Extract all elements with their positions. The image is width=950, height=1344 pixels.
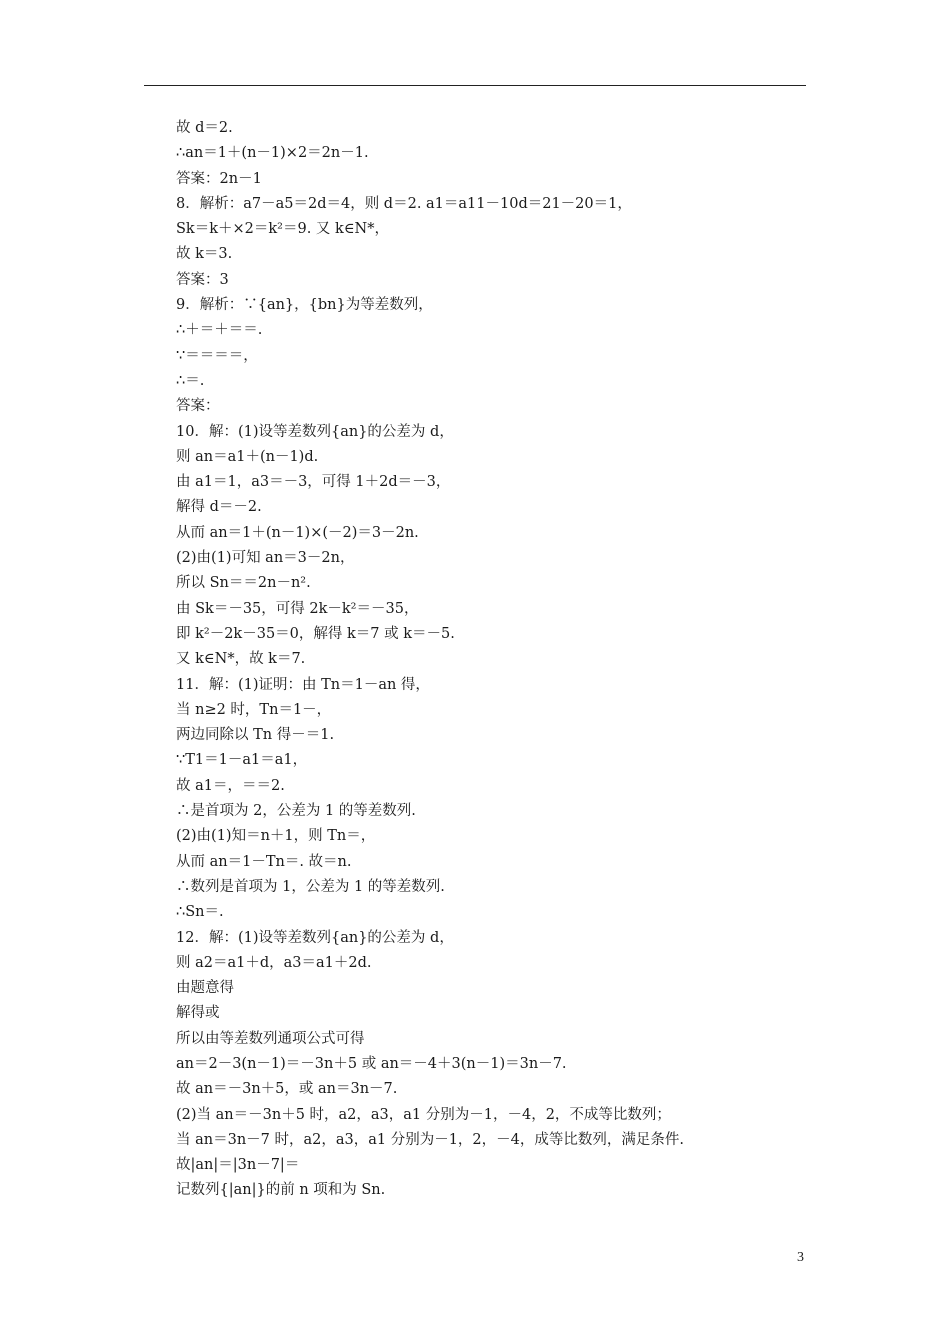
text-line: 故 an＝－3n＋5，或 an＝3n－7. — [176, 1081, 398, 1098]
text-line: ∴＋＝＋＝＝. — [176, 322, 263, 339]
text-line: 故 k＝3. — [176, 246, 233, 263]
text-line: 解得或 — [176, 1005, 220, 1022]
text-line: 则 an＝a1＋(n－1)d. — [176, 448, 319, 465]
text-line: ∴＝. — [176, 372, 205, 389]
text-line: 答案：3 — [176, 271, 229, 288]
text-line: 故 d＝2. — [176, 120, 233, 136]
text-line: 记数列{|an|}的前 n 项和为 Sn. — [176, 1182, 386, 1199]
text-line: 所以 Sn＝＝2n－n². — [176, 575, 311, 592]
text-line: 当 an＝3n－7 时，a2，a3，a1 分别为－1，2，－4，成等比数列，满足条件. — [176, 1131, 684, 1148]
text-line: 故 a1＝，＝＝2. — [176, 777, 285, 794]
text-line: ∴是首项为 2，公差为 1 的等差数列. — [176, 803, 416, 820]
text-line: an＝2－3(n－1)＝－3n＋5 或 an＝－4＋3(n－1)＝3n－7. — [176, 1055, 567, 1072]
text-line: 当 n≥2 时，Tn＝1－， — [176, 701, 332, 718]
text-line: 所以由等差数列通项公式可得 — [176, 1030, 365, 1047]
text-line: 即 k²－2k－35＝0，解得 k＝7 或 k＝－5. — [176, 625, 455, 642]
text-line: 9．解析：∵{an}，{bn}为等差数列， — [176, 297, 433, 314]
text-line: 8．解析：a7－a5＝2d＝4，则 d＝2. a1＝a11－10d＝21－20＝1， — [176, 195, 632, 212]
text-line: 解得 d＝－2. — [176, 499, 262, 516]
header-rule — [144, 85, 806, 86]
text-line: 从而 an＝1＋(n－1)×(－2)＝3－2n. — [176, 524, 419, 541]
text-line: 两边同除以 Tn 得－＝1. — [176, 727, 335, 744]
document-body — [176, 116, 796, 1204]
text-line: ∴数列是首项为 1，公差为 1 的等差数列. — [176, 878, 445, 895]
text-line: 10．解：(1)设等差数列{an}的公差为 d， — [176, 423, 454, 440]
text-line: (2)当 an＝－3n＋5 时，a2，a3，a1 分别为－1，－4，2，不成等比数列； — [176, 1106, 671, 1123]
text-line: ∵T1＝1－a1＝a1， — [176, 752, 308, 769]
text-line: ∴Sn＝. — [176, 904, 224, 921]
text-line: 故|an|＝|3n－7|＝ — [176, 1157, 300, 1174]
text-line: 答案： — [176, 398, 220, 415]
page-number: 3 — [797, 1250, 804, 1265]
text-line: 由 a1＝1，a3＝－3，可得 1＋2d＝－3， — [176, 474, 451, 491]
text-line: 由题意得 — [176, 980, 234, 997]
text-line: 12．解：(1)设等差数列{an}的公差为 d， — [176, 929, 454, 946]
text-line: ∵＝＝＝＝， — [176, 347, 258, 364]
text-line: 又 k∈N*，故 k＝7. — [176, 651, 306, 668]
text-line: Sk＝k＋×2＝k²＝9. 又 k∈N*， — [176, 221, 389, 238]
text-line: 从而 an＝1－Tn＝. 故＝n. — [176, 853, 352, 870]
text-line: 则 a2＝a1＋d，a3＝a1＋2d. — [176, 954, 372, 971]
text-line: (2)由(1)知＝n＋1，则 Tn＝， — [176, 828, 376, 845]
text-line: 由 Sk＝－35，可得 2k－k²＝－35， — [176, 600, 419, 617]
text-line: 11．解：(1)证明：由 Tn＝1－an 得， — [176, 676, 430, 693]
text-line: (2)由(1)可知 an＝3－2n， — [176, 550, 355, 567]
text-line: ∴an＝1＋(n－1)×2＝2n－1. — [176, 145, 369, 162]
text-line: 答案：2n－1 — [176, 170, 262, 187]
